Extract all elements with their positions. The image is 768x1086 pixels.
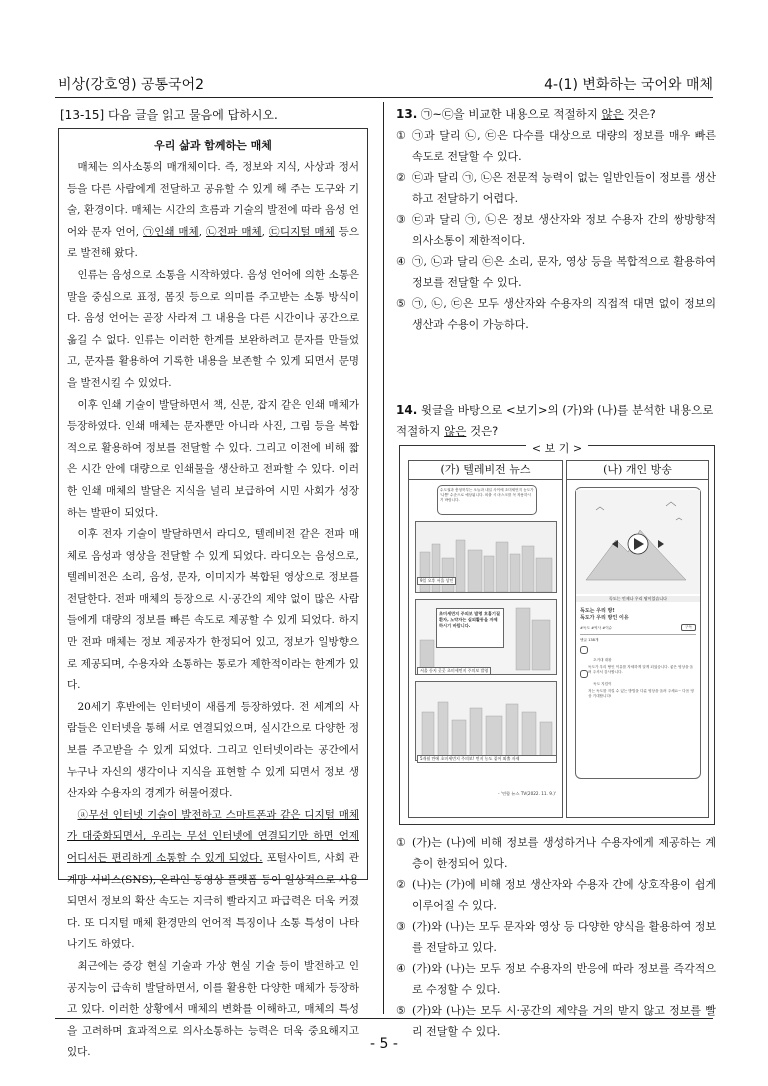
city-aerial-image <box>416 682 556 760</box>
tv-alert-box: 초미세먼지 주의보 발령 호흡기질환자, 노약자는 실외활동을 자제하시기 바랍니다. <box>436 608 504 648</box>
comment-divider <box>580 634 696 635</box>
video-caption: 독도는 언제나 우리 땅이었습니다 <box>576 596 700 602</box>
underlined-sentence-a: ⓐ무선 인터넷 기술이 발전하고 스마트폰과 같은 디지털 매체가 대중화되면서, 우리는 무선 인터넷에 연결되기만 하면 언제 어디서든 편리하게 소통할 수 있게 되었다. <box>67 808 359 864</box>
marker-b-broadcast-media: ㉡전파 매체 <box>206 225 262 238</box>
smartphone-frame <box>575 487 701 779</box>
footer-rule <box>55 1018 713 1019</box>
q14-option-5[interactable]: ⑤ (가)와 (나)는 모두 시·공간의 제약을 거의 받지 않고 정보를 빨리 전달할 수 있다. <box>396 1004 716 1038</box>
passage-paragraph-5: 20세기 후반에는 인터넷이 새롭게 등장하였다. 전 세계의 사람들은 인터넷을 통해 서로 연결되었으며, 실시간으로 다양한 정보를 주고받을 수 있게 되었다. 그리고 인터넷이라는 공간에서 누구나 자신의 생각이나 지식을 표현할 수 있게 되면서 정보 생산자와 수용자의 경계가 허물어졌다. <box>67 700 359 800</box>
comment-2: 독도 지킴이 저는 독도를 지킬 수 있는 방법을 다룬 영상을 올려 주세요~ 다음 영상 기대합니다! <box>580 670 694 699</box>
passage-paragraph-4: 이후 전자 기술이 발달하면서 라디오, 텔레비전 같은 전파 매체로 음성과 영상을 전달할 수 있게 되었다. 라디오는 음성으로, 텔레비전은 소리, 음성, 문자, 이미지가 복합된 영상으로 정보를 전달한다. 전파 매체의 등장으로 시·공간의 제약 없이 많은 사람들에게 대량의 정보를 빠른 속도로 제공할 수 있게 되었다. 하지만 전파 매체는 정보 제공자가 한정되어 있고, 정보가 일방향으로 제공되며, 수용자와 소통하는 통로가 제한적이라는 한계가 있다. <box>67 528 359 692</box>
passage-paragraph-7: 최근에는 증강 현실 기술과 가상 현실 기술 등이 발전하고 인공지능이 급속히 발달하면서, 이를 활용한 다양한 매체가 등장하고 있다. 이러한 상황에서 매체의 변화를 이해하고, 매체의 특성을 고려하며 효과적으로 의사소통하는 능력은 더욱 중요해지고 있다. <box>67 959 359 1059</box>
avatar-icon <box>580 646 588 654</box>
video-hashtags: #독도 #역사 #이슈 <box>580 626 613 630</box>
header-left-title: 비상(강호영) 공통국어2 <box>58 77 204 93</box>
q13-option-3[interactable]: ③ ㉢과 달리 ㉠, ㉡은 정보 생산자와 정보 수용자 간의 쌍방향적 의사소통이 제한적이다. <box>396 213 716 247</box>
bogi-box <box>399 442 715 825</box>
dokdo-video-image <box>576 490 700 594</box>
q13-option-1[interactable]: ① ㉠과 달리 ㉡, ㉢은 다수를 대상으로 대량의 정보를 매우 빠른 속도로 전달할 수 있다. <box>396 129 716 163</box>
marker-c-digital-media: ㉢디지털 매체 <box>268 225 335 238</box>
q13-option-4[interactable]: ④ ㉠, ㉡과 달리 ㉢은 소리, 문자, 영상 등을 복합적으로 활용하여 정보를 전달할 수 있다. <box>396 255 716 289</box>
video-title: 독도는 우리 땅! 독도가 우리 땅인 이유 <box>580 608 629 621</box>
tv-speech-bubble: 수도권과 충청북부는 오늘과 내일 사이에 초미세먼지 농도가 '나쁨' 수준으로 예상됩니다. 외출 시 마스크를 꼭 착용하시기 바랍니다. <box>437 485 537 515</box>
avatar-icon <box>580 670 588 678</box>
tv-screen-2 <box>415 599 557 675</box>
passage-paragraph-1: 매체는 의사소통의 매개체이다. 즉, 정보와 지식, 사상과 정서 등을 다른 사람에게 전달하고 공유할 수 있게 해 주는 도구와 기술, 환경이다. 매체는 시간의 흐름과 기술의 발전에 따라 음성 언어와 문자 언어, ㉠인쇄 매체, ㉡전파 매체, ㉢디지털 매체 등으로 발전해 왔다. <box>67 161 359 260</box>
tv-source: - '연합 뉴스 TV(2022. 11. 9.)' <box>498 791 556 796</box>
header-rule <box>55 97 713 98</box>
personal-broadcast-panel <box>566 460 709 818</box>
q14-option-3[interactable]: ③ (가)와 (나)는 모두 문자와 영상 등 다양한 양식을 활용하여 정보를 전달하고 있다. <box>396 920 716 954</box>
passage-paragraph-6: ⓐ무선 인터넷 기술이 발전하고 스마트폰과 같은 디지털 매체가 대중화되면서, 우리는 무선 인터넷에 연결되기만 하면 언제 어디서든 편리하게 소통할 수 있게 되었다. 포털사이트, 사회 관계망 서비스(SNS), 온라인 동영상 플랫폼 등이 일상적으로 사용되면서 정보의 확산 속도는 지극히 빨라지고 파급력은 더욱 커졌다. 또 디지털 매체 환경만의 언어적 특징이나 소통 특성이 나타나기도 하였다. <box>67 808 359 951</box>
reading-passage <box>58 128 368 1059</box>
q14-option-1[interactable]: ① (가)는 (나)에 비해 정보를 생성하거나 수용자에게 제공하는 계층이 한정되어 있다. <box>396 836 716 870</box>
column-divider <box>383 102 384 1014</box>
q13-option-5[interactable]: ⑤ ㉠, ㉡, ㉢은 모두 생산자와 수용자의 직접적 대면 없이 정보의 생산과 수용이 가능하다. <box>396 297 716 331</box>
question-14-stem: 14. 윗글을 바탕으로 <보기>의 (가)와 (나)를 분석한 내용으로 적절하지 않은 것은? <box>396 403 714 438</box>
tv-screen-3 <box>415 681 557 761</box>
q14-option-4[interactable]: ④ (가)와 (나)는 모두 정보 수용자의 반응에 따라 정보를 즉각적으로 수정할 수 있다. <box>396 962 716 996</box>
tv-news-title: (가) 텔레비전 뉴스 <box>409 461 562 480</box>
tv-caption-2: 서울 등지 곳곳 초미세먼지 주의보 발령 <box>417 667 491 675</box>
passage-paragraph-3: 이후 인쇄 기술이 발달하면서 책, 신문, 잡지 같은 인쇄 매체가 등장하였다. 인쇄 매체는 문자뿐만 아니라 사진, 그림 등을 복합적으로 활용하여 정보를 전달할 수 있다. 그리고 이전에 비해 짧은 시간 안에 대량으로 인쇄물을 생산하고 전파할 수 있다. 이러한 인쇄 매체의 발달은 지식을 널리 보급하여 시민 사회가 성장하는 발판이 되었다. <box>67 398 359 519</box>
subscribe-button[interactable]: 구독 <box>681 624 696 631</box>
personal-broadcast-title: (나) 개인 방송 <box>567 461 708 480</box>
passage-paragraph-2: 인류는 음성으로 소통을 시작하였다. 음성 언어에 의한 소통은 말을 중심으로 표정, 몸짓 등으로 의미를 주고받는 소통 방식이다. 음성 언어는 곧장 사라져 그 내용을 다른 시간이나 공간으로 옮길 수 없다. 인류는 이러한 한계를 보완하려고 문자를 만들었고, 문자를 활용하여 기록한 내용을 보존할 수 있게 되면서 문명을 발전시킬 수 있었다. <box>67 268 359 389</box>
page-number: - 5 - <box>370 1036 398 1052</box>
q13-option-2[interactable]: ② ㉢과 달리 ㉠, ㉡은 전문적 능력이 없는 일반인들이 정보를 생산하고 전달하기 어렵다. <box>396 171 716 205</box>
comment-count: 댓글 138개 <box>580 638 599 642</box>
tv-caption-3: 5개월 만에 초미세먼지 주의보! 먼지 농도 짙어 외출 자제 <box>417 755 557 763</box>
tv-caption-1: 9일 오후 서울 상인 <box>417 577 456 585</box>
header-right-title: 4-(1) 변화하는 국어와 매체 <box>544 77 713 93</box>
passage-title: 우리 삶과 함께하는 매체 <box>154 139 272 152</box>
q14-option-2[interactable]: ② (나)는 (가)에 비해 정보 생산자와 수용자 간에 상호작용이 쉽게 이루어질 수 있다. <box>396 878 716 912</box>
comment-1: 초거대 대왕 독도가 우리 땅인 이유를 자세하게 알게 되었습니다. 좋은 영상을 올려 주셔서 감사합니다. <box>580 646 694 675</box>
question-14-options <box>396 832 716 1042</box>
question-instruction: [13-15] 다음 글을 읽고 물음에 답하시오. <box>60 108 278 122</box>
marker-a-print-media: ㉠인쇄 매체 <box>143 225 199 238</box>
question-13-stem: 13. ㉠~㉢을 비교한 내용으로 적절하지 않은 것은? <box>396 107 656 121</box>
bogi-title: < 보 기 > <box>526 442 588 455</box>
question-13 <box>396 104 716 335</box>
tv-news-panel <box>408 460 563 818</box>
